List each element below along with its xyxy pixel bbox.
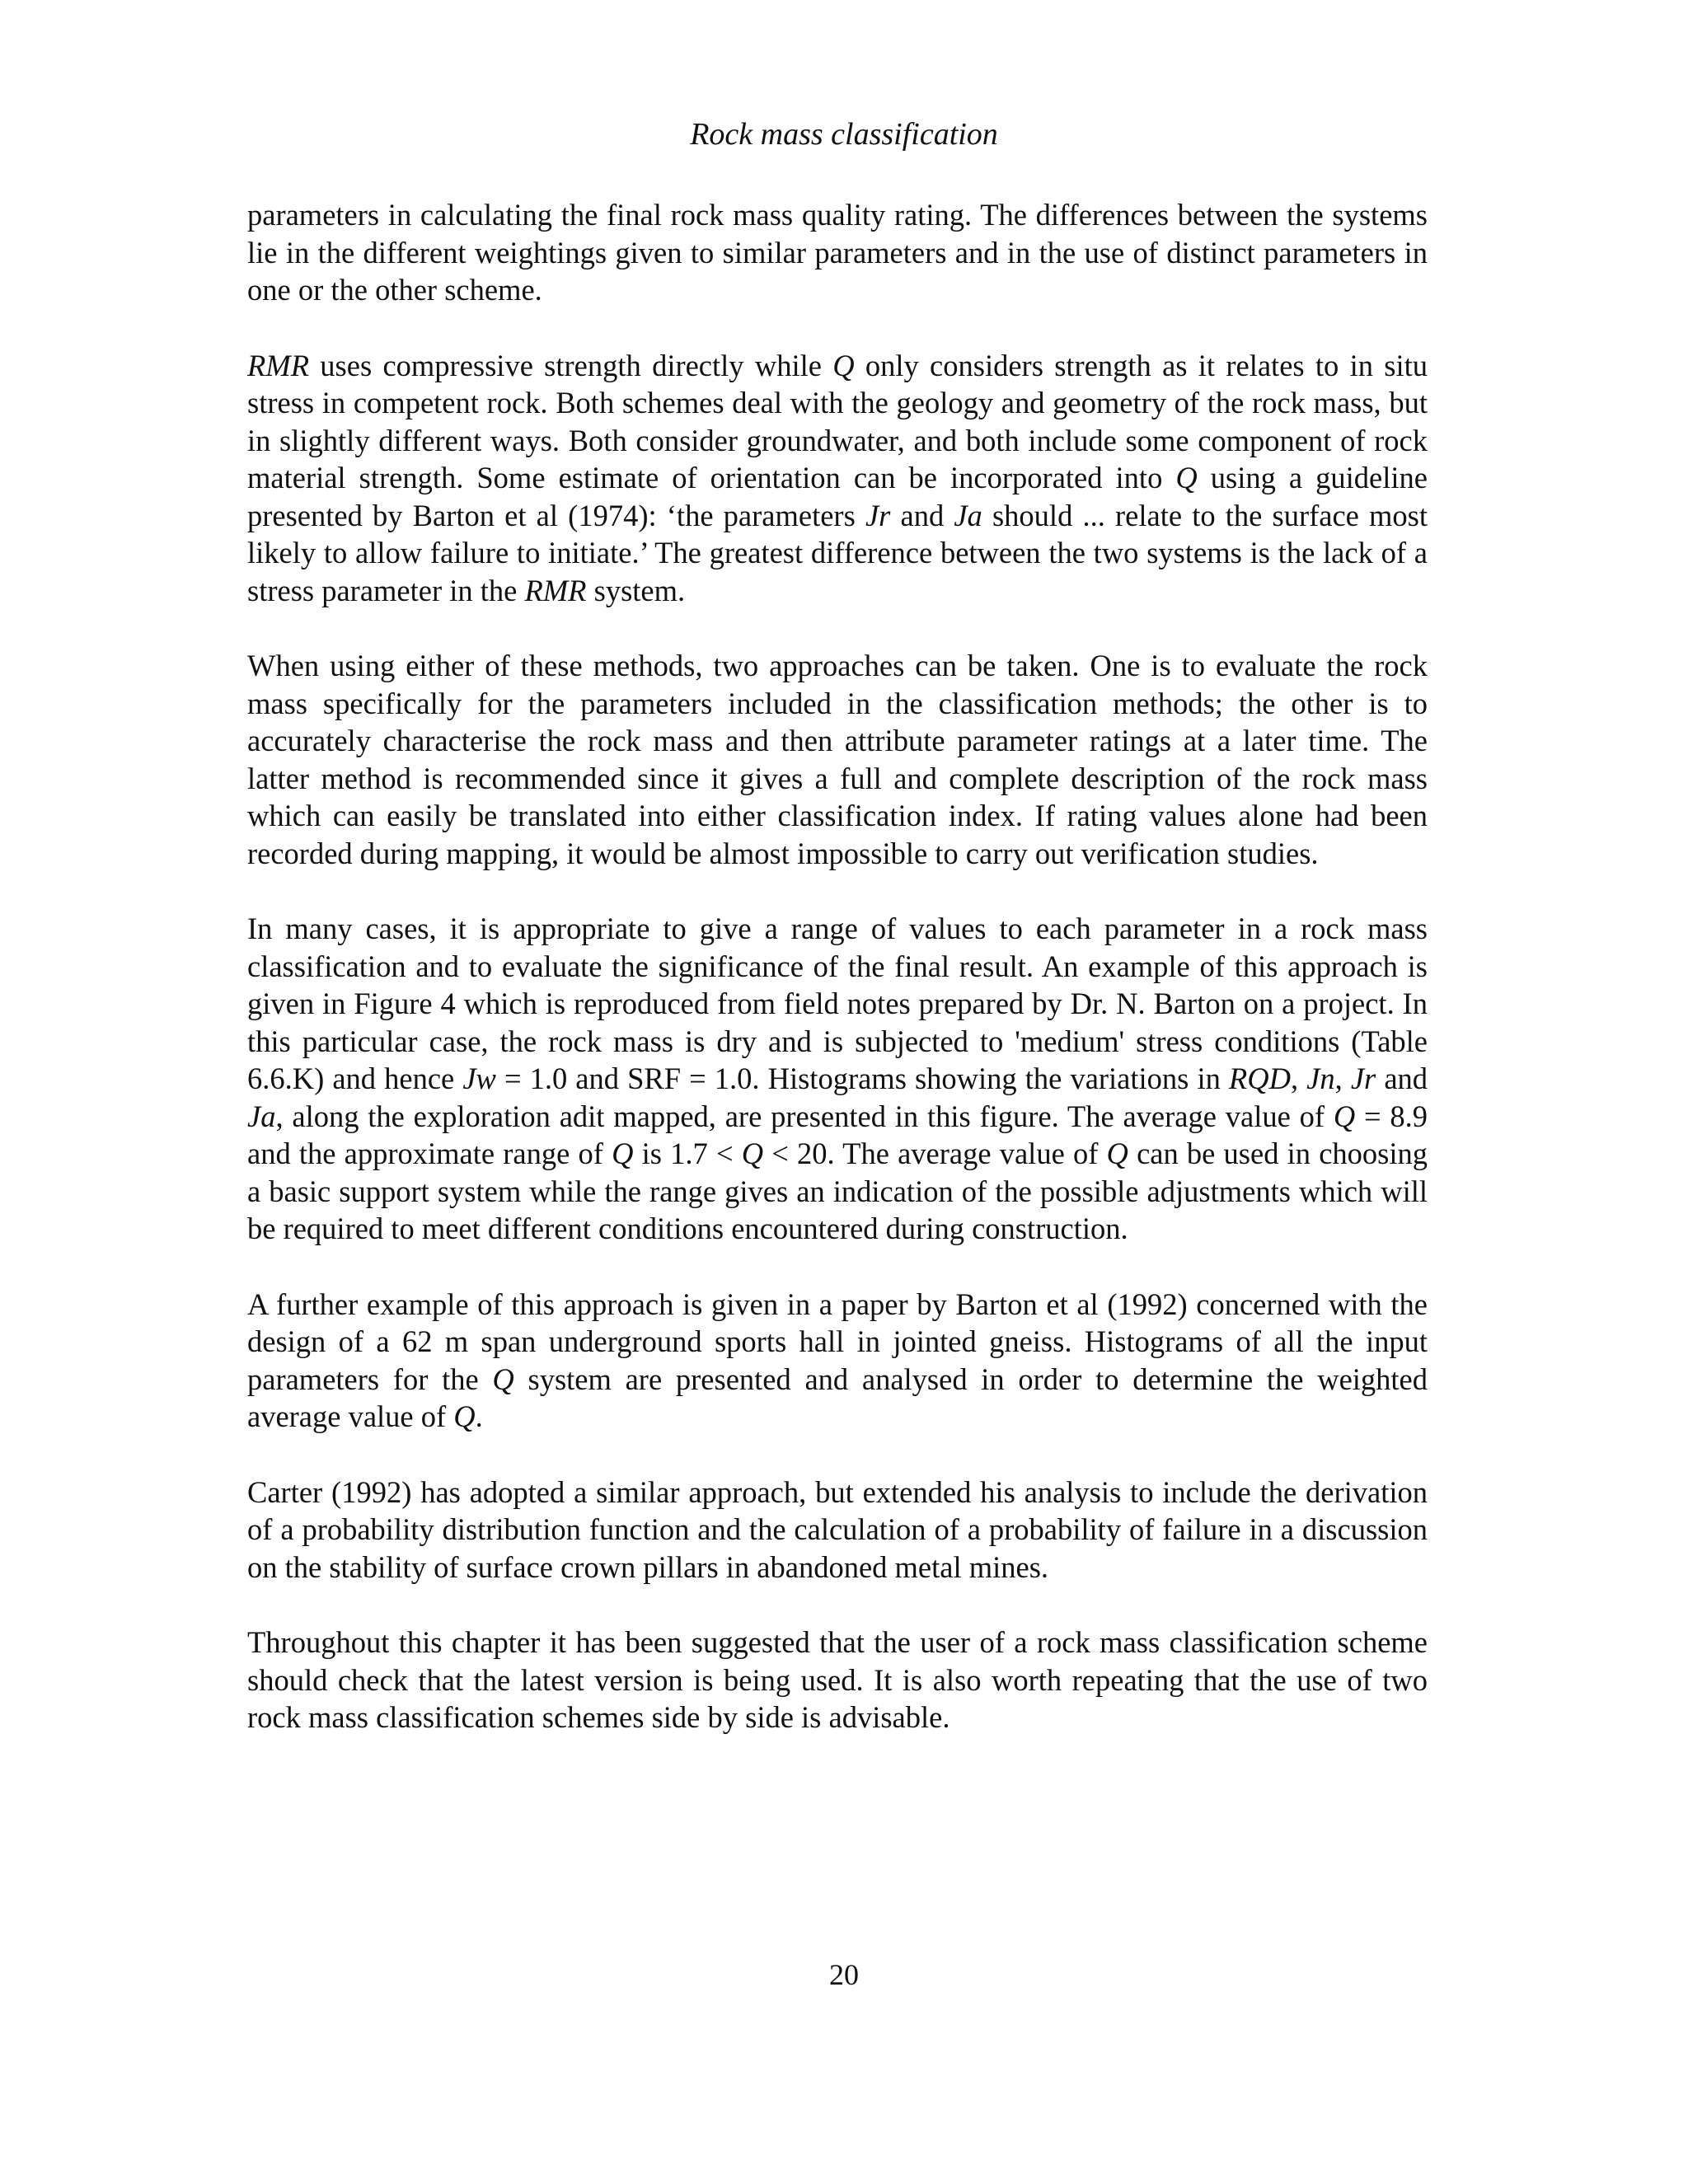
text-run: , along the exploration adit mapped, are presented in this figure. The average value of — [275, 1099, 1334, 1133]
page-number: 20 — [829, 1958, 859, 1991]
text-run: and — [890, 498, 954, 532]
text-run: system. — [586, 573, 686, 607]
paragraph — [247, 196, 1428, 309]
body-text — [247, 196, 1428, 1774]
text-run: = 8.9 and the approximate range of — [247, 1099, 1428, 1170]
text-run: Carter (1992) has adopted a similar approach, but extended his analysis to include the derivation of a probability distribution function and the calculation of a probability of failure in a discussion on the stability of surface crown pillars in abandoned metal mines. — [247, 1474, 1428, 1584]
paragraph — [247, 1624, 1428, 1736]
text-run: A further example of this approach is given in a paper by Barton et al (1992) concerned with the design of a 62 m span underground sports hall in jointed gneiss. Histograms of all the input parameters for the — [247, 1286, 1428, 1396]
running-header: Rock mass classification — [690, 117, 998, 152]
italic-term: Jr — [1350, 1062, 1376, 1095]
paragraph — [247, 347, 1428, 610]
text-run: uses compressive strength directly while — [309, 348, 833, 382]
text-run: and — [1376, 1062, 1428, 1095]
italic-term: RQD — [1228, 1062, 1291, 1095]
italic-term: Q — [741, 1137, 764, 1170]
italic-term: Jr — [865, 498, 891, 532]
text-run: using a guideline presented by Barton et al (1974): ‘the parameters — [247, 461, 1428, 532]
italic-term: Q — [453, 1399, 476, 1433]
italic-term: Q — [832, 348, 855, 382]
text-run: In many cases, it is appropriate to give a range of values to each parameter in a rock mass classification and to evaluate the significance of the final result. An example of this approach is given in Figure 4 which is reproduced from field notes prepared by Dr. N. Barton on a project. In this particular case, the rock mass is dry and is subjected to 'medium' stress conditions (Table 6.6.K) and hence — [247, 912, 1428, 1095]
text-run: system are presented and analysed in order to determine the weighted average value of — [247, 1361, 1428, 1433]
paragraph — [247, 647, 1428, 872]
text-run: can be used in choosing a basic support system while the range gives an indication of the possible adjustments which will be required to meet different conditions encountered during construction. — [247, 1137, 1428, 1245]
italic-term: Q — [1333, 1099, 1356, 1133]
italic-term: Q — [1106, 1137, 1128, 1170]
paragraph — [247, 1474, 1428, 1586]
text-run: . — [475, 1399, 483, 1433]
italic-term: RMR — [524, 573, 587, 607]
italic-term: RMR — [247, 348, 309, 382]
italic-term: Jn — [1306, 1062, 1335, 1095]
text-run: parameters in calculating the final rock mass quality rating. The differences between the systems lie in the different weightings given to similar parameters and in the use of distinct parameters in one or the other scheme. — [247, 198, 1428, 307]
text-run: only considers strength as it relates to in situ stress in competent rock. Both schemes deal with the geology and geometry of the rock mass, but in slightly different ways. Both consider groundwater, and both include some component of rock material strength. Some estimate of orientation can be incorporated into — [247, 348, 1428, 494]
paragraph — [247, 910, 1428, 1248]
text-run: should ... relate to the surface most likely to allow failure to initiate.’ The greatest difference between the two systems is the lack of a stress parameter in the — [247, 498, 1428, 607]
text-run: < 20. The average value of — [763, 1137, 1107, 1170]
italic-term: Ja — [247, 1099, 276, 1133]
italic-term: Ja — [954, 498, 982, 532]
italic-term: Q — [1175, 461, 1198, 494]
text-run: Throughout this chapter it has been suggested that the user of a rock mass classification scheme should check that the latest version is being used. It is also worth repeating that the use of two rock mass classification schemes side by side is advisable. — [247, 1625, 1428, 1734]
italic-term: Q — [612, 1137, 634, 1170]
paragraph — [247, 1286, 1428, 1436]
text-run: , — [1290, 1062, 1307, 1095]
italic-term: Q — [492, 1361, 514, 1396]
text-run: is 1.7 < — [633, 1137, 742, 1170]
text-run: When using either of these methods, two approaches can be taken. One is to evaluate the rock mass specifically for the parameters included in the classification methods; the other is to accurately characterise the rock mass and then attribute parameter ratings at a later time. The latter method is recommended since it gives a full and complete description of the rock mass which can easily be translated into either classification index. If rating values alone had been recorded during mapping, it would be almost impossible to carry out verification studies. — [247, 649, 1428, 870]
italic-term: Jw — [462, 1062, 496, 1095]
text-run: , — [1334, 1062, 1351, 1095]
text-run: = 1.0 and SRF = 1.0. Histograms showing the variations in — [495, 1062, 1229, 1095]
